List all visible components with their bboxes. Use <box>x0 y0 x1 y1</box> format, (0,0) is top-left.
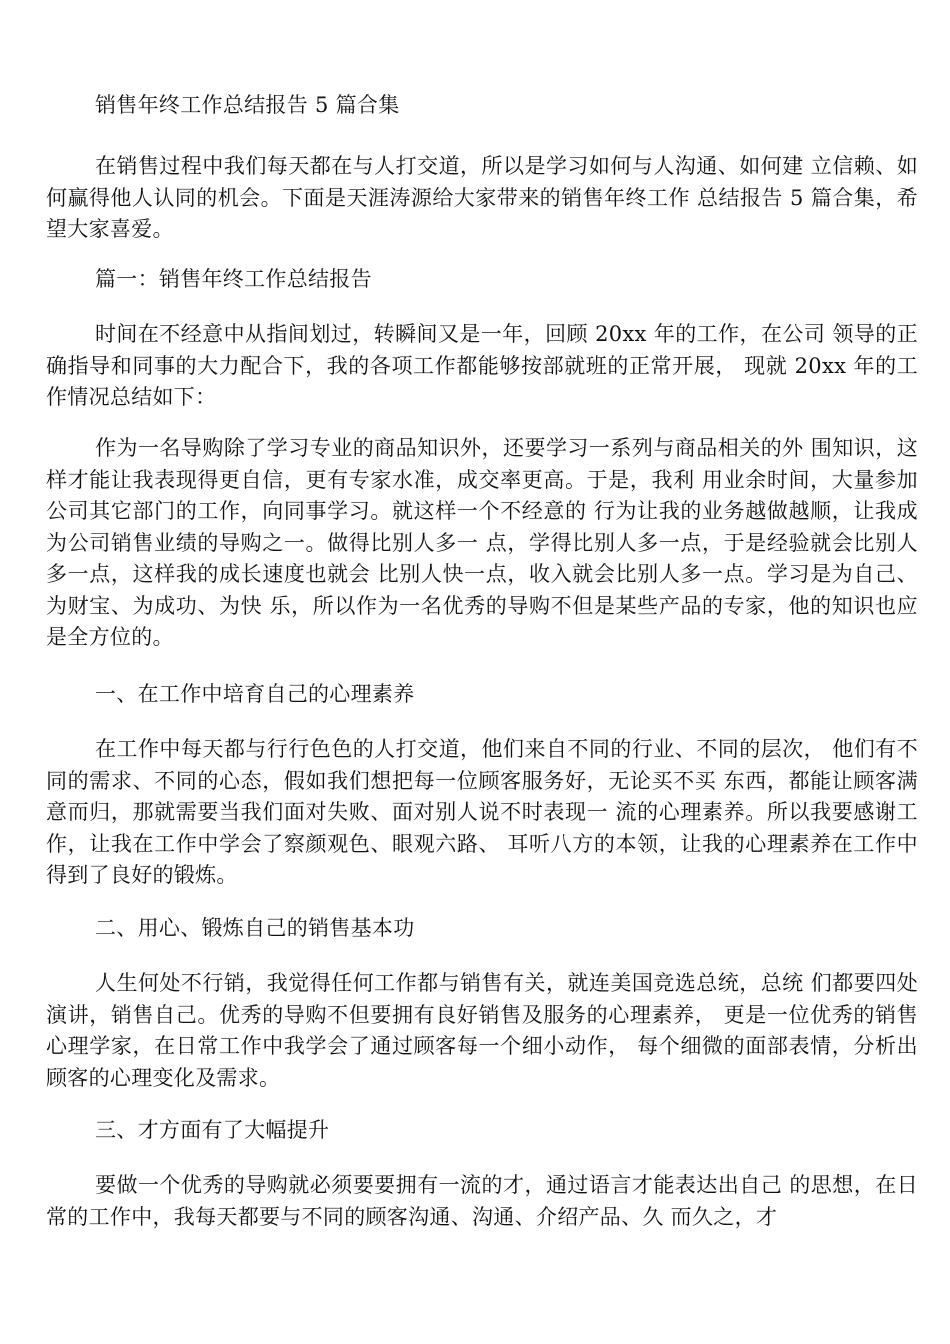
body-paragraph-3: 在工作中每天都与行行色色的人打交道，他们来自不同的行业、不同的层次， 他们有不同的需求、不同的心态，假如我们想把每一位顾客服务好，无论买不买 东西，都能让顾客满意而归，那就需要当我们面对失败、面对别人说不时表现一 流的心理素养。所以我要感谢工作，让我在工作中学会了察颜观色、眼观六路、 耳听八方的本领，让我的心理素养在工作中得到了良好的锻炼。 <box>46 737 918 887</box>
intro-paragraph: 在销售过程中我们每天都在与人打交道，所以是学习如何与人沟通、如何建 立信赖、如何赢得他人认同的机会。下面是天涯涛源给大家带来的销售年终工作 总结报告 5 篇合集，希望大家喜爱。 <box>46 154 918 241</box>
section-heading-1: 篇一：销售年终工作总结报告 <box>95 267 372 291</box>
subheading-1: 一、在工作中培育自己的心理素养 <box>95 682 415 706</box>
body-paragraph-4: 人生何处不行销，我觉得任何工作都与销售有关，就连美国竞选总统，总统 们都要四处演讲，销售自己。优秀的导购不但要拥有良好销售及服务的心理素养， 更是一位优秀的销售心理学家，在日常工作中我学会了通过顾客每一个细小动作， 每个细微的面部表情，分析出顾客的心理变化及需求。 <box>46 971 918 1090</box>
body-paragraph-1: 时间在不经意中从指间划过，转瞬间又是一年，回顾 20xx 年的工作，在公司 领导的正确指导和同事的大力配合下，我的各项工作都能够按部就班的正常开展， 现就 20xx 年的工作情况总结如下： <box>46 322 918 409</box>
body-paragraph-5: 要做一个优秀的导购就必须要要拥有一流的才，通过语言才能表达出自己 的思想，在日常的工作中，我每天都要与不同的顾客沟通、沟通、介绍产品、久 而久之，才 <box>46 1173 918 1229</box>
document-title: 销售年终工作总结报告 5 篇合集 <box>95 93 400 117</box>
subheading-3: 三、才方面有了大幅提升 <box>95 1118 330 1142</box>
body-paragraph-2: 作为一名导购除了学习专业的商品知识外，还要学习一系列与商品相关的外 围知识，这样才能让我表现得更自信，更有专家水准，成交率更高。于是，我利 用业余时间，大量参加公司其它部门的工作，向同事学习。就这样一个不经意的 行为让我的业务越做越顺，让我成为公司销售业绩的导购之一。做得比别人多一 点，学得比别人多一点，于是经验就会比别人多一点，这样我的成长速度也就会 比别人快一点，收入就会比别人多一点。学习是为自己、为财宝、为成功、为快 乐，所以作为一名优秀的导购不但是某些产品的专家，他的知识也应是全方位的。 <box>46 436 918 649</box>
subheading-2: 二、用心、锻炼自己的销售基本功 <box>95 916 415 940</box>
